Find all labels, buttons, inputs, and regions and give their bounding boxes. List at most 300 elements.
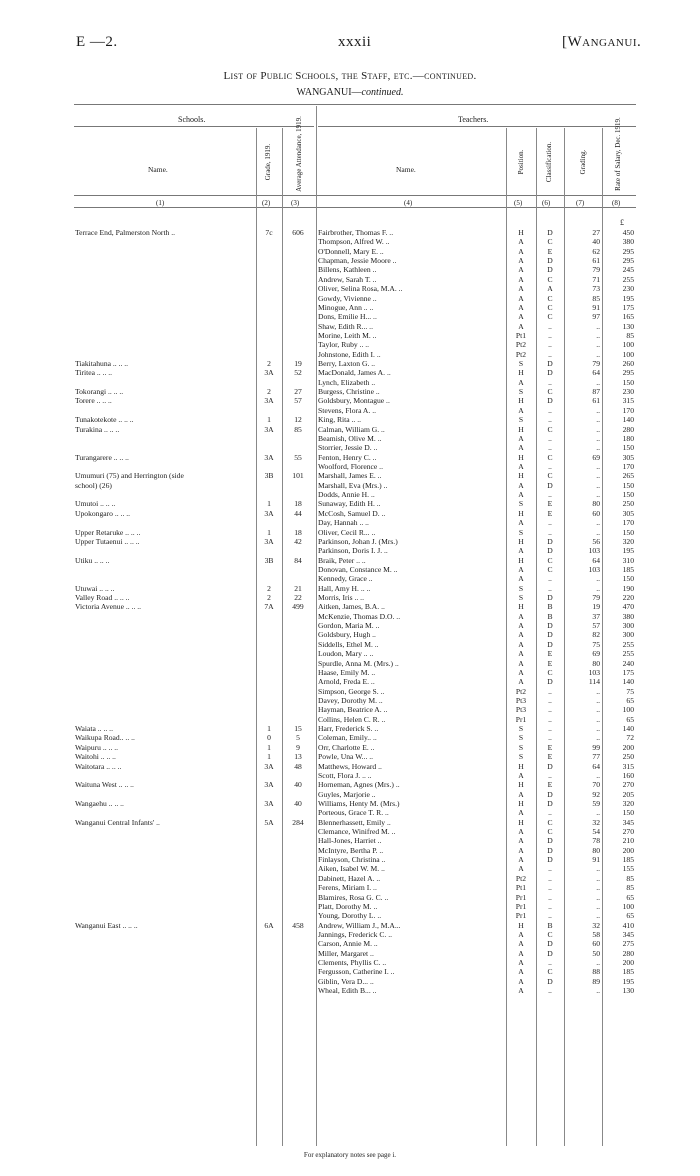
teacher-name-cell: Siddells, Ethel M. ..: [318, 639, 379, 649]
classification-cell: D: [547, 976, 553, 986]
teacher-name-cell: Oliver, Cecil R... ..: [318, 527, 376, 537]
table-row: [0, 939, 700, 948]
grade-cell: 3A: [264, 452, 274, 462]
attendance-cell: 12: [294, 415, 302, 425]
position-cell: S: [518, 359, 524, 369]
teacher-name-cell: Chapman, Jessie Moore ..: [318, 256, 397, 266]
table-row: [0, 977, 700, 986]
classification-cell: ..: [548, 883, 552, 893]
salary-cell: 410: [622, 920, 634, 930]
position-cell: A: [518, 976, 524, 986]
grading-cell: ..: [596, 527, 600, 537]
attendance-cell: 21: [294, 583, 302, 593]
salary-cell: 470: [622, 602, 634, 612]
classification-cell: ..: [548, 527, 552, 537]
grading-cell: 103: [588, 546, 600, 556]
col-grade: Grade, 1919.: [264, 143, 272, 181]
grade-cell: 3A: [264, 761, 274, 771]
school-name-cell: Tiritea .. .. ..: [75, 368, 113, 378]
grading-cell: 78: [592, 836, 600, 846]
grade-cell: 7c: [265, 228, 273, 237]
position-cell: Pt3: [515, 705, 527, 715]
classification-cell: C: [547, 564, 553, 574]
table-row: [0, 659, 700, 668]
salary-cell: 320: [622, 798, 634, 808]
classification-cell: E: [547, 742, 553, 752]
grade-cell: 7A: [264, 602, 274, 612]
table-row: [0, 855, 700, 864]
salary-cell: 85: [626, 873, 634, 883]
table-row: [0, 743, 700, 752]
teacher-name-cell: Andrew, Sarah T. ..: [318, 274, 377, 284]
position-cell: H: [518, 452, 524, 462]
teacher-name-cell: Porteous, Grace T. R. ..: [318, 808, 389, 818]
classification-cell: ..: [548, 864, 552, 874]
classification-cell: ..: [548, 330, 552, 340]
teacher-name-cell: Billens, Kathleen ..: [318, 265, 377, 275]
teacher-name-cell: Powle, Una W... ..: [318, 752, 374, 762]
position-cell: A: [518, 621, 524, 631]
group-rule-schools: [74, 126, 314, 127]
salary-cell: 345: [622, 817, 634, 827]
grade-cell: 1: [267, 724, 271, 734]
salary-cell: 170: [622, 405, 634, 415]
grade-cell: 3A: [264, 508, 274, 518]
teacher-name-cell: Goldsbury, Hugh ..: [318, 630, 376, 640]
table-row: [0, 499, 700, 508]
teacher-name-cell: Oliver, Selina Rosa, M.A. ..: [318, 284, 403, 294]
grade-cell: 1: [267, 742, 271, 752]
table-row: [0, 883, 700, 892]
grading-cell: ..: [596, 330, 600, 340]
position-cell: Pr1: [515, 714, 527, 724]
teacher-name-cell: Calman, William G. ..: [318, 424, 385, 434]
grading-cell: 64: [592, 555, 600, 565]
position-cell: A: [518, 611, 524, 621]
salary-cell: 150: [622, 377, 634, 387]
attendance-cell: 499: [292, 602, 304, 612]
classification-cell: D: [547, 536, 553, 546]
table-row: [0, 584, 700, 593]
table-row: [0, 762, 700, 771]
position-cell: A: [518, 855, 524, 865]
classification-cell: ..: [548, 349, 552, 359]
salary-cell: 220: [622, 593, 634, 603]
grade-cell: 1: [267, 499, 271, 509]
position-cell: Pr1: [515, 892, 527, 902]
table-row: [0, 687, 700, 696]
teacher-name-cell: Berry, Laxton G. ..: [318, 359, 376, 369]
salary-cell: 175: [622, 667, 634, 677]
currency-symbol: £: [620, 218, 624, 227]
position-cell: H: [518, 920, 524, 930]
table-row: [0, 715, 700, 724]
teacher-name-cell: Storrier, Jessie D. ..: [318, 443, 378, 453]
teacher-name-cell: Shaw, Edith R... ..: [318, 321, 373, 331]
salary-cell: 195: [622, 293, 634, 303]
table-row: [0, 509, 700, 518]
grading-cell: 99: [592, 742, 600, 752]
grading-cell: 69: [592, 452, 600, 462]
teacher-name-cell: Carson, Annie M. ..: [318, 939, 378, 949]
grade-cell: 3A: [264, 396, 274, 406]
teacher-name-cell: Dodds, Annie H. ..: [318, 490, 375, 500]
position-cell: Pt1: [515, 883, 527, 893]
school-name-cell: Waiata .. .. ..: [75, 724, 113, 734]
colnum-1: (1): [156, 199, 165, 207]
position-cell: S: [518, 752, 524, 762]
table-row: [0, 481, 700, 490]
salary-cell: 295: [622, 256, 634, 266]
grading-cell: 80: [592, 499, 600, 509]
teacher-name-cell: Haase, Emily M. ..: [318, 667, 376, 677]
teacher-name-cell: McIntyre, Bertha P. ..: [318, 845, 384, 855]
attendance-cell: 40: [294, 780, 302, 790]
classification-cell: D: [547, 855, 553, 865]
teacher-name-cell: Hall-Jones, Harriet ..: [318, 836, 382, 846]
table-row: [0, 696, 700, 705]
salary-cell: 150: [622, 527, 634, 537]
salary-cell: 450: [622, 228, 634, 237]
school-name-cell: Tokorangi .. .. ..: [75, 387, 124, 397]
table-row: [0, 350, 700, 359]
position-cell: H: [518, 602, 524, 612]
table-row: [0, 846, 700, 855]
classification-cell: C: [547, 293, 553, 303]
salary-cell: 65: [626, 892, 634, 902]
position-cell: A: [518, 789, 524, 799]
position-cell: A: [518, 958, 524, 968]
salary-cell: 265: [622, 471, 634, 481]
teacher-name-cell: Fergusson, Catherine I. ..: [318, 967, 395, 977]
table-row: [0, 518, 700, 527]
position-cell: H: [518, 555, 524, 565]
school-name-cell: Upokongaro .. .. ..: [75, 508, 131, 518]
grading-cell: 37: [592, 611, 600, 621]
grading-cell: ..: [596, 686, 600, 696]
table-row: [0, 967, 700, 976]
table-row: [0, 294, 700, 303]
salary-cell: 295: [622, 246, 634, 256]
salary-cell: 380: [622, 237, 634, 247]
grading-cell: 92: [592, 789, 600, 799]
grading-cell: 32: [592, 920, 600, 930]
classification-cell: E: [547, 649, 553, 659]
salary-cell: 175: [622, 302, 634, 312]
teacher-name-cell: Guyles, Marjorie ..: [318, 789, 376, 799]
school-name-cell: Utiku .. .. ..: [75, 555, 110, 565]
grading-cell: 82: [592, 630, 600, 640]
position-cell: A: [518, 677, 524, 687]
position-cell: Pt1: [515, 330, 527, 340]
teacher-name-cell: Donovan, Constance M. ..: [318, 564, 398, 574]
grading-cell: 59: [592, 798, 600, 808]
table-row: [0, 649, 700, 658]
col-position: Position.: [517, 149, 525, 175]
salary-cell: 250: [622, 499, 634, 509]
subtitle-main: WANGANUI—: [296, 87, 362, 98]
grading-cell: ..: [596, 405, 600, 415]
colnum-4: (4): [404, 199, 413, 207]
classification-cell: E: [547, 658, 553, 668]
grading-cell: 91: [592, 855, 600, 865]
attendance-cell: 19: [294, 359, 302, 369]
position-cell: A: [518, 845, 524, 855]
grading-cell: ..: [596, 958, 600, 968]
classification-cell: D: [547, 265, 553, 275]
group-teachers: Teachers.: [458, 115, 489, 124]
attendance-cell: 284: [292, 817, 304, 827]
grading-cell: 80: [592, 845, 600, 855]
top-rule: [74, 104, 636, 105]
position-cell: Pr1: [515, 911, 527, 921]
colnum-6: (6): [542, 199, 551, 207]
grading-cell: 114: [588, 677, 600, 687]
position-cell: A: [518, 639, 524, 649]
position-cell: H: [518, 228, 524, 237]
school-name-cell: Tunakotekote .. .. ..: [75, 415, 134, 425]
table-row: [0, 453, 700, 462]
table-row: [0, 574, 700, 583]
salary-cell: 72: [626, 733, 634, 743]
salary-cell: 190: [622, 583, 634, 593]
position-cell: A: [518, 490, 524, 500]
teacher-name-cell: Blennerhassett, Emily ..: [318, 817, 391, 827]
table-row: [0, 780, 700, 789]
classification-cell: ..: [548, 986, 552, 996]
col-teacher-name: Name.: [396, 165, 416, 174]
classification-cell: C: [547, 667, 553, 677]
position-cell: A: [518, 564, 524, 574]
grade-cell: 2: [267, 593, 271, 603]
teacher-name-cell: Dabinett, Hazel A. ..: [318, 873, 381, 883]
salary-cell: 255: [622, 639, 634, 649]
table-row: [0, 368, 700, 377]
classification-cell: C: [547, 387, 553, 397]
classification-cell: D: [547, 621, 553, 631]
classification-cell: D: [547, 789, 553, 799]
teacher-name-cell: Coleman, Emily.. ..: [318, 733, 377, 743]
teacher-name-cell: Horneman, Agnes (Mrs.) ..: [318, 780, 400, 790]
position-cell: A: [518, 658, 524, 668]
table-row: [0, 930, 700, 939]
attendance-cell: 42: [294, 536, 302, 546]
salary-cell: 180: [622, 433, 634, 443]
position-cell: A: [518, 321, 524, 331]
classification-cell: C: [547, 452, 553, 462]
col-attendance: Average Attendance, 1919.: [295, 116, 303, 192]
salary-cell: 165: [622, 312, 634, 322]
grading-cell: ..: [596, 724, 600, 734]
classification-cell: D: [547, 845, 553, 855]
table-row: [0, 902, 700, 911]
table-row: [0, 630, 700, 639]
salary-cell: 150: [622, 443, 634, 453]
attendance-cell: 52: [294, 368, 302, 378]
position-cell: A: [518, 836, 524, 846]
table-row: [0, 874, 700, 883]
teacher-name-cell: Blamires, Rosa G. C. ..: [318, 892, 389, 902]
position-cell: A: [518, 948, 524, 958]
school-name-cell: Terrace End, Palmerston North ..: [75, 228, 176, 237]
salary-cell: 300: [622, 630, 634, 640]
table-row: [0, 677, 700, 686]
classification-cell: D: [547, 677, 553, 687]
teacher-name-cell: Harr, Frederick S. ..: [318, 724, 379, 734]
classification-cell: D: [547, 639, 553, 649]
classification-cell: ..: [548, 443, 552, 453]
teacher-name-cell: Fenton, Henry C. ..: [318, 452, 377, 462]
position-cell: H: [518, 761, 524, 771]
salary-cell: 320: [622, 536, 634, 546]
classification-cell: D: [547, 836, 553, 846]
salary-cell: 65: [626, 714, 634, 724]
grading-cell: ..: [596, 462, 600, 471]
salary-cell: 255: [622, 649, 634, 659]
salary-cell: 200: [622, 958, 634, 968]
position-cell: S: [518, 499, 524, 509]
teacher-name-cell: King, Rita .. ..: [318, 415, 362, 425]
grading-cell: ..: [596, 490, 600, 500]
grading-cell: 88: [592, 967, 600, 977]
col-grading: Grading.: [579, 149, 587, 175]
school-name-cell: Waitohi .. .. ..: [75, 752, 116, 762]
school-name-cell: Waituna West .. .. ..: [75, 780, 134, 790]
salary-cell: 230: [622, 284, 634, 294]
teacher-name-cell: Gowdy, Vivienne ..: [318, 293, 377, 303]
position-cell: A: [518, 480, 524, 490]
salary-cell: 185: [622, 967, 634, 977]
grading-cell: ..: [596, 443, 600, 453]
classification-cell: D: [547, 948, 553, 958]
colnum-2: (2): [262, 199, 271, 207]
salary-cell: 75: [626, 686, 634, 696]
school-name-cell: Upper Tutaenui .. .. ..: [75, 536, 140, 546]
teacher-name-cell: Day, Hannah .. ..: [318, 518, 369, 528]
classification-cell: D: [547, 480, 553, 490]
table-row: [0, 228, 700, 237]
teacher-name-cell: Orr, Charlotte E. ..: [318, 742, 375, 752]
position-cell: A: [518, 284, 524, 294]
table-row: [0, 331, 700, 340]
classification-cell: ..: [548, 321, 552, 331]
table-row: [0, 724, 700, 733]
classification-cell: ..: [548, 686, 552, 696]
classification-cell: D: [547, 593, 553, 603]
grading-cell: ..: [596, 415, 600, 425]
grading-cell: 58: [592, 930, 600, 939]
grading-cell: 54: [592, 827, 600, 837]
classification-cell: C: [547, 424, 553, 434]
col-school-name: Name.: [148, 165, 168, 174]
grading-cell: ..: [596, 424, 600, 434]
teacher-name-cell: Arnold, Freda E. ..: [318, 677, 375, 687]
table-row: [0, 864, 700, 873]
classification-cell: C: [547, 237, 553, 247]
colnum-7: (7): [576, 199, 585, 207]
school-name-cell: Turakina .. .. ..: [75, 424, 120, 434]
classification-cell: ..: [548, 911, 552, 921]
attendance-cell: 18: [294, 499, 302, 509]
grading-cell: ..: [596, 583, 600, 593]
teacher-name-cell: Marshall, James E. ..: [318, 471, 382, 481]
teacher-name-cell: Finlayson, Christina ..: [318, 855, 386, 865]
teacher-name-cell: Marshall, Eva (Mrs.) ..: [318, 480, 388, 490]
classification-cell: C: [547, 827, 553, 837]
salary-cell: 65: [626, 911, 634, 921]
grading-cell: ..: [596, 714, 600, 724]
table-row: [0, 434, 700, 443]
grading-cell: ..: [596, 873, 600, 883]
position-cell: A: [518, 462, 524, 471]
teacher-name-cell: Loudon, Mary .. ..: [318, 649, 374, 659]
teacher-name-cell: Clemance, Winifred M. ..: [318, 827, 396, 837]
teacher-name-cell: Scott, Flora J. .. ..: [318, 770, 372, 780]
page-subtitle: [0, 87, 700, 98]
classification-cell: B: [547, 602, 553, 612]
table-row: [0, 443, 700, 452]
teacher-name-cell: Taylor, Ruby .. ..: [318, 340, 370, 350]
teacher-name-cell: Aitken, James, B.A. ..: [318, 602, 385, 612]
position-cell: A: [518, 649, 524, 659]
grading-cell: ..: [596, 321, 600, 331]
table-row: [0, 265, 700, 274]
grading-cell: ..: [596, 770, 600, 780]
teacher-name-cell: Miller, Margaret ..: [318, 948, 374, 958]
table-row: [0, 808, 700, 817]
classification-cell: ..: [548, 714, 552, 724]
position-cell: A: [518, 574, 524, 584]
classification-cell: ..: [548, 873, 552, 883]
position-cell: S: [518, 583, 524, 593]
footer-note: For explanatory notes see page i.: [303, 1151, 397, 1159]
table-row: [0, 359, 700, 368]
salary-cell: 295: [622, 368, 634, 378]
grading-cell: 89: [592, 976, 600, 986]
grading-cell: 79: [592, 593, 600, 603]
table-row: [0, 668, 700, 677]
classification-cell: E: [547, 780, 553, 790]
classification-cell: D: [547, 359, 553, 369]
table-row: [0, 340, 700, 349]
teacher-name-cell: Simpson, George S. ..: [318, 686, 385, 696]
table-row: [0, 546, 700, 555]
classification-cell: E: [547, 499, 553, 509]
teacher-name-cell: Davey, Dorothy M. ..: [318, 696, 383, 705]
grading-cell: ..: [596, 883, 600, 893]
table-row: [0, 911, 700, 920]
classification-cell: D: [547, 396, 553, 406]
salary-cell: 270: [622, 827, 634, 837]
position-cell: S: [518, 415, 524, 425]
grading-cell: ..: [596, 433, 600, 443]
classification-cell: D: [547, 761, 553, 771]
teacher-name-cell: MacDonald, James A. ..: [318, 368, 391, 378]
teacher-name-cell: Dons, Emilie H... ..: [318, 312, 377, 322]
colnum-8: (8): [612, 199, 621, 207]
grading-cell: 70: [592, 780, 600, 790]
teacher-name-cell: Johnstone, Edith I. ..: [318, 349, 381, 359]
salary-cell: 280: [622, 424, 634, 434]
teacher-name-cell: Matthews, Howard ..: [318, 761, 382, 771]
grading-cell: 79: [592, 359, 600, 369]
salary-cell: 100: [622, 901, 634, 911]
table-row: [0, 827, 700, 836]
teacher-name-cell: Minogue, Ann .. ..: [318, 302, 374, 312]
attendance-cell: 85: [294, 424, 302, 434]
position-cell: A: [518, 546, 524, 556]
grading-cell: 79: [592, 265, 600, 275]
